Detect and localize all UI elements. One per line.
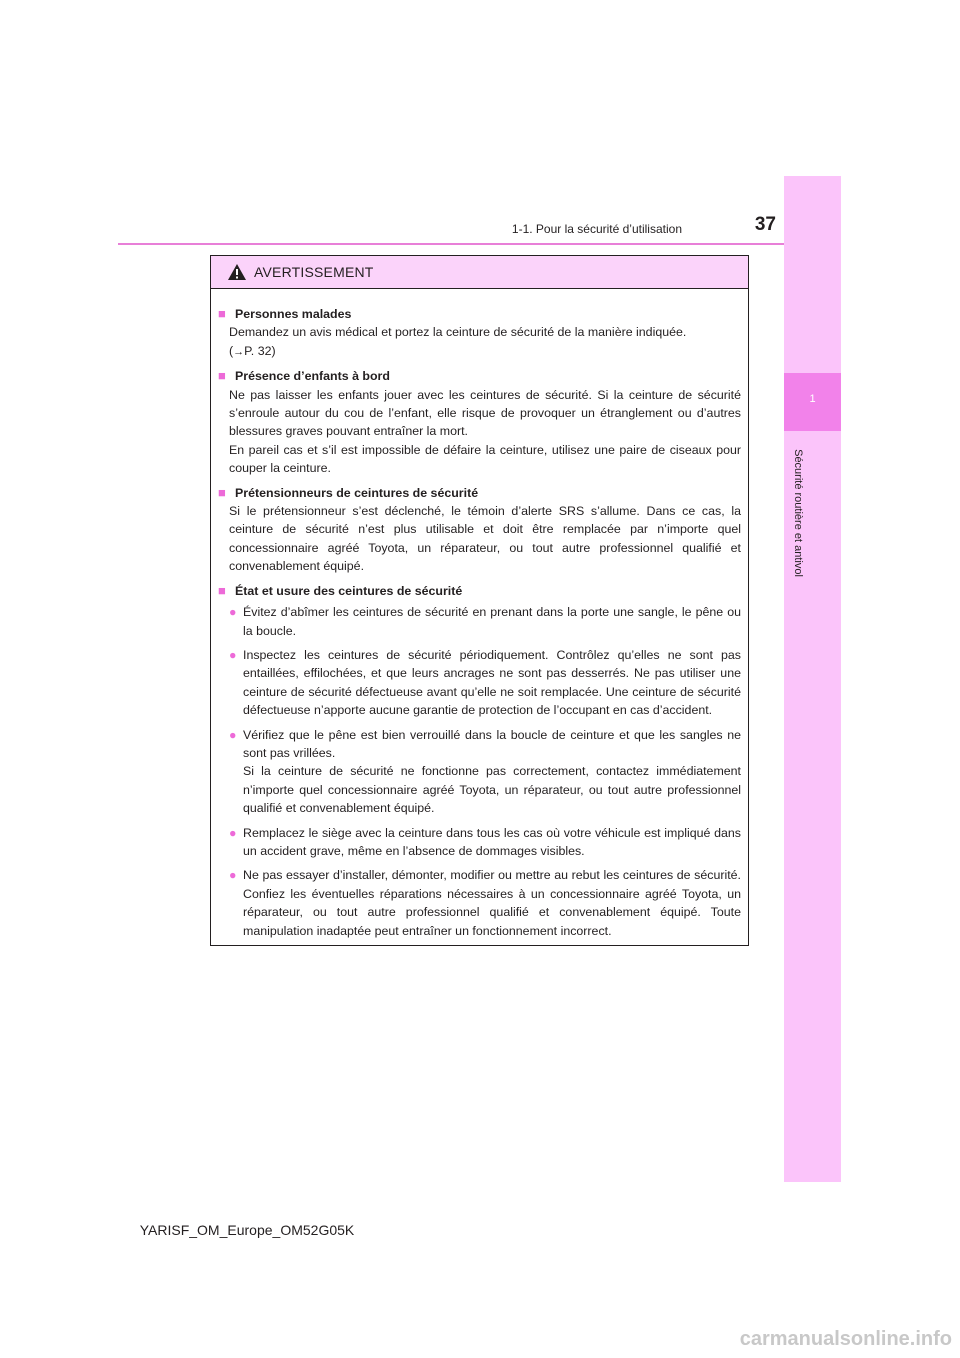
warning-triangle-icon [227,263,247,281]
side-tab-label-text: Sécurité routière et antivol [792,449,805,577]
square-bullet-icon: ■ [218,484,226,500]
watermark: carmanualsonline.info [739,1328,952,1350]
list-item: ● Remplacez le siège avec la ceinture dans tous les cas où votre véhicule est impliqué dans un accident grave, même en l’absence de dommages visibles. [218,824,741,861]
square-bullet-icon: ■ [218,306,226,321]
circle-bullet-icon: ● [229,647,237,662]
side-strip [784,176,841,1182]
circle-bullet-icon: ● [229,605,237,620]
header-rule [118,243,841,245]
paragraph: Si le prétensionneur s’est déclenché, le témoin d’alerte SRS s’allume. Dans ce cas, la ceinture de sécurité n’est plus utilisable et doit être remplacée par n’importe quel concessionnaire agréé Toyota, un réparateur, ou tout autre professionnel qualifié et convenablement équipé. [229,504,741,574]
section-heading-etat-usure: ■ État et usure des ceintures de sécurité [218,582,741,600]
page-number: 37 [754,214,776,235]
list-item: ● Inspectez les ceintures de sécurité périodiquement. Contrôlez qu’elles ne sont pas entaillées, effilochées, et que leurs ancrages ne sont pas desserrés. Ne pas utiliser une ceinture de sécurité défectueuse avant qu’elle ne soit remplacée. Une ceinture de sécurité défectueuse n’apporte aucune garantie de protection de l’occupant en cas d’accident. [218,646,741,720]
document-code: YARISF_OM_Europe_OM52G05K [139,1222,355,1238]
section-heading-pretensionneurs: ■ Prétensionneurs de ceintures de sécurité [218,484,741,502]
list-item: ● Vérifiez que le pêne est bien verrouillé dans la boucle de ceinture et que les sangles ne sont pas vrillées. Si la ceinture de sécurité ne fonctionne pas correctement, contactez immédiatement n’importe quel concessionnaire agréé Toyota, un réparateur, ou tout autre professionnel qualifié et convenablement équipé. [218,726,741,818]
circle-bullet-icon: ● [229,868,237,883]
list-item: ● Ne pas essayer d’installer, démonter, modifier ou mettre au rebut les ceintures de sécurité. Confiez les éventuelles réparations nécessaires à un concessionnaire agréé Toyota, un réparateur, ou tout autre professionnel qualifié et convenablement équipé. Toute manipulation inadaptée peut entraîner un fonctionnement incorrect. [218,866,741,940]
warning-box [210,255,749,946]
side-tab-label [787,437,809,589]
paragraph: En pareil cas et s’il est impossible de défaire la ceinture, utilisez une paire de ciseaux pour couper la ceinture. [229,442,741,476]
circle-bullet-icon: ● [229,727,237,742]
section-heading-personnes-malades: ■ Personnes malades [218,305,741,323]
paragraph: Demandez un avis médical et portez la ceinture de sécurité de la manière indiquée. (→P. 32) [229,325,687,358]
section-heading-enfants: ■ Présence d’enfants à bord [218,367,741,385]
arrow-right-icon: → [233,345,245,358]
list-item: ● Évitez d’abîmer les ceintures de sécurité en prenant dans la porte une sangle, le pêne ou la boucle. [218,603,741,640]
section-title: 1-1. Pour la sécurité d’utilisation [511,222,682,236]
circle-bullet-icon: ● [229,825,237,840]
page-reference-link[interactable]: P. 32) [244,343,276,358]
paragraph: Ne pas laisser les enfants jouer avec les ceintures de sécurité. Si la ceinture de sécurité s’enroule autour du cou de l’enfant, elle risque de provoquer un étranglement ou d’autres blessures graves pouvant entraîner la mort. [229,387,741,439]
warning-header [211,256,748,289]
warning-title: AVERTISSEMENT [254,264,374,280]
square-bullet-icon: ■ [218,368,226,384]
warning-body [211,289,748,940]
side-tab-number: 1 [809,393,816,405]
square-bullet-icon: ■ [218,582,226,598]
